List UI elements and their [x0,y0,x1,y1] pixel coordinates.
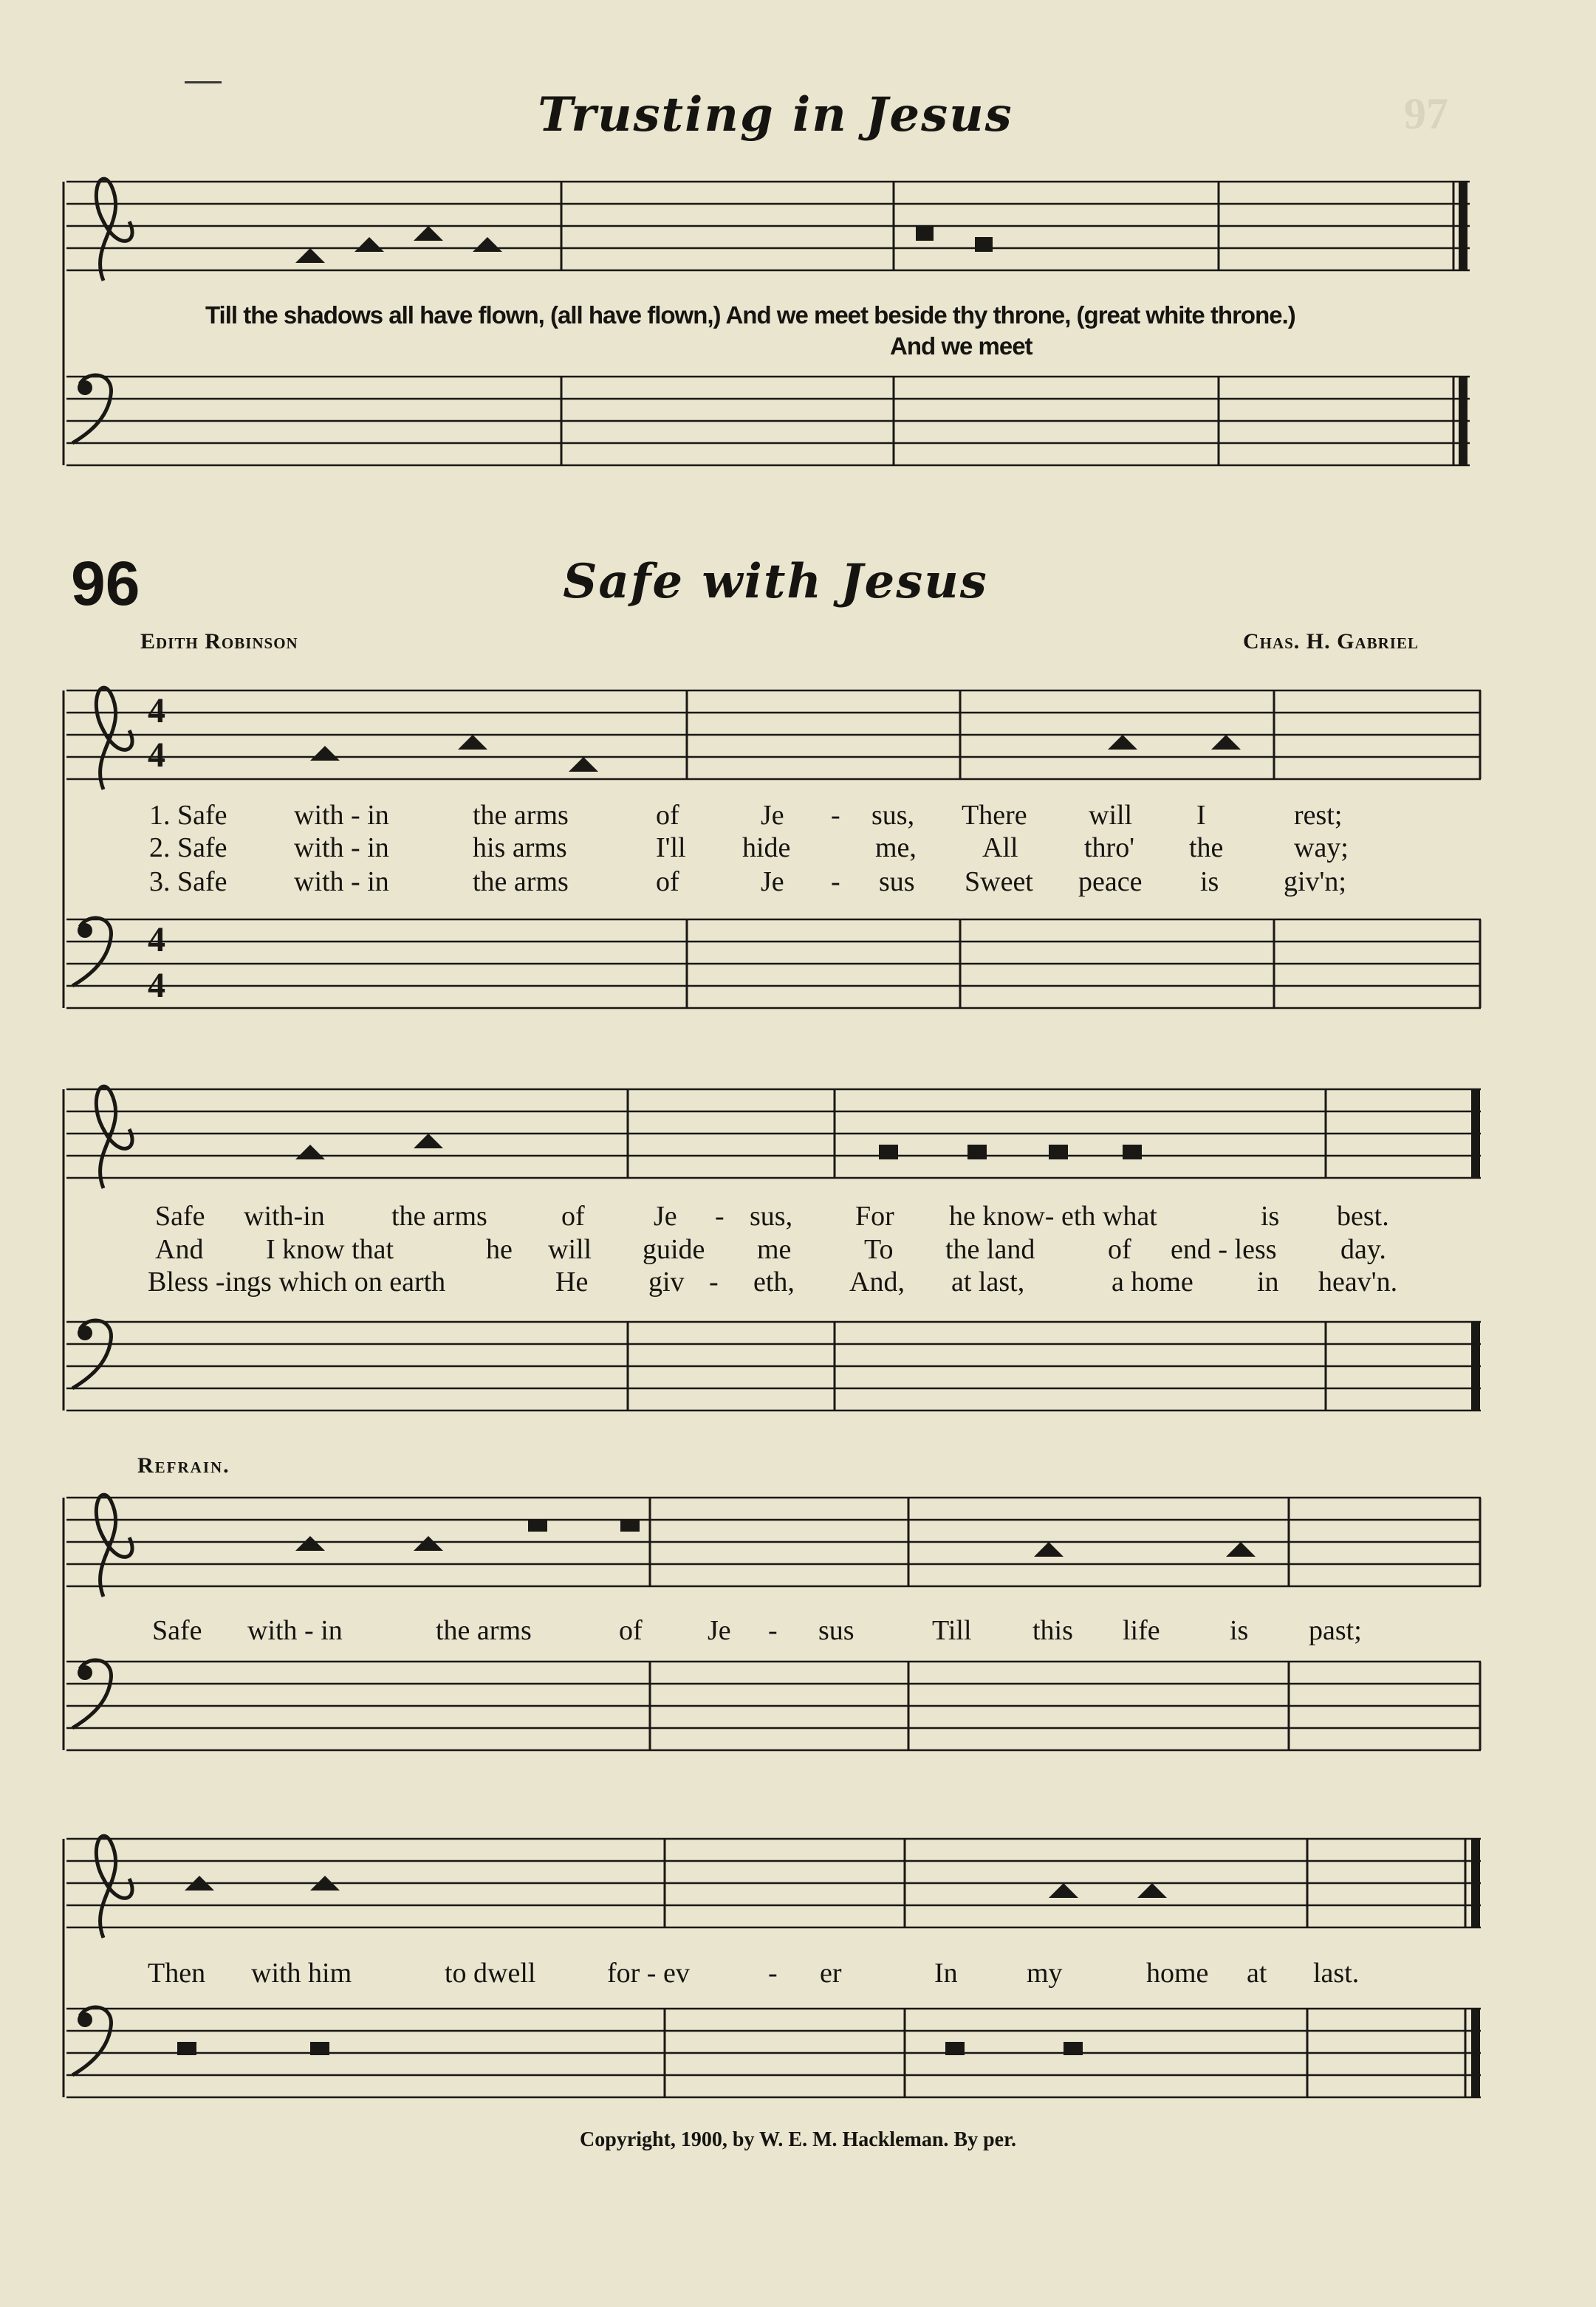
lyric-word: And [155,1234,204,1265]
lyric-word: To [864,1234,894,1265]
lyric-word: with - in [294,800,389,831]
bleed-through-page-number: 97 [1404,89,1448,138]
svg-text:4: 4 [148,966,165,1005]
lyric-word: with - in [294,832,389,863]
lyric-word: I know that [266,1234,394,1265]
lyric-word: And, [849,1266,905,1298]
lyric-word: last. [1313,1958,1360,1989]
lyric-word: he know- eth what [949,1201,1157,1232]
lyric-word: me, [875,832,917,863]
lyric-word: - [715,1201,725,1232]
hymn95-lyric-line: Till the shadows all have flown, (all have flown,) And we meet beside thy throne, (great white throne.) [205,301,1295,329]
lyric-word: I [1196,800,1206,831]
lyric-word: the [1189,832,1224,863]
lyric-word: sus [818,1615,854,1646]
author-credit: Edith Robinson [140,629,298,654]
lyric-word: of [656,800,679,831]
lyric-word: past; [1309,1615,1362,1646]
lyric-word: He [555,1266,589,1298]
lyric-word: Je [654,1201,677,1232]
lyric-word: this [1032,1615,1073,1646]
lyric-word: of [656,866,679,897]
hymn-number: 96 [71,549,140,618]
hymn-95-title: Trusting in Jesus [538,87,1013,143]
lyric-word: of [1108,1234,1131,1265]
lyric-word: with-in [244,1201,325,1232]
lyric-word: the arms [473,866,569,897]
lyric-word: is [1200,866,1219,897]
lyric-word: sus [879,866,915,897]
lyric-word: All [982,832,1018,863]
lyric-word: 1. Safe [149,800,227,831]
lyric-word: is [1261,1201,1280,1232]
composer-credit: Chas. H. Gabriel [1242,629,1419,654]
lyric-word: the arms [436,1615,532,1646]
lyric-word: 3. Safe [149,866,227,897]
lyric-word: - [709,1266,719,1298]
lyric-word: home [1146,1958,1209,1989]
lyric-word: Je [761,800,784,831]
lyric-word: his arms [473,832,567,863]
lyric-word: rest; [1294,800,1343,831]
lyric-word: There [962,800,1027,831]
lyric-word: guide [643,1234,705,1265]
svg-text:4: 4 [148,920,165,959]
lyric-word: For [855,1201,894,1232]
lyric-word: Safe [152,1615,202,1646]
lyric-word: eth, [753,1266,795,1298]
lyric-word: In [934,1958,958,1989]
lyric-word: will [1089,800,1133,831]
lyric-word: day. [1340,1234,1386,1265]
lyric-word: he [486,1234,513,1265]
lyric-word: 2. Safe [149,832,227,863]
lyric-word: of [619,1615,643,1646]
lyric-word: - [768,1615,778,1646]
lyric-word: Bless -ings which on earth [148,1266,446,1298]
lyric-word: for - ev [607,1958,690,1989]
svg-text:4: 4 [148,736,165,775]
lyric-word: Till [932,1615,972,1646]
lyric-word: end - less [1171,1234,1277,1265]
hymn-96-title: Safe with Jesus [563,554,988,609]
lyric-word: with him [251,1958,352,1989]
lyric-word: Sweet [965,866,1033,897]
lyric-word: at last, [951,1266,1025,1298]
lyric-word: the arms [473,800,569,831]
lyric-word: life [1123,1615,1160,1646]
lyric-word: the arms [391,1201,487,1232]
lyric-word: sus, [750,1201,793,1232]
refrain-label: Refrain. [137,1453,230,1478]
lyric-word: way; [1294,832,1349,863]
lyric-word: Then [148,1958,206,1989]
lyric-word: to dwell [445,1958,536,1989]
lyric-word: is [1230,1615,1249,1646]
lyric-word: I'll [656,832,686,863]
lyric-word: will [548,1234,592,1265]
lyric-word: er [820,1958,842,1989]
lyric-word: a home [1112,1266,1193,1298]
lyric-word: with - in [294,866,389,897]
lyric-word: of [561,1201,585,1232]
lyric-word: heav'n. [1318,1266,1398,1298]
lyric-word: sus, [871,800,915,831]
svg-text:4: 4 [148,691,165,730]
lyric-word: at [1247,1958,1267,1989]
lyric-word: - [831,800,840,831]
lyric-word: Je [708,1615,731,1646]
hymn95-bass-lyric: And we meet [890,332,1032,360]
copyright-notice: Copyright, 1900, by W. E. M. Hackleman. By per. [580,2128,1016,2151]
lyric-word: giv'n; [1284,866,1346,897]
lyric-word: in [1257,1266,1279,1298]
lyric-word: me [757,1234,792,1265]
lyric-word: thro' [1084,832,1135,863]
lyric-word: my [1027,1958,1063,1989]
lyric-word: with - in [247,1615,343,1646]
lyric-word: - [831,866,840,897]
lyric-word: hide [742,832,791,863]
lyric-word: giv [648,1266,685,1298]
lyric-word: best. [1337,1201,1389,1232]
lyric-word: peace [1078,866,1143,897]
lyric-word: Je [761,866,784,897]
lyric-word: Safe [155,1201,205,1232]
lyric-word: the land [945,1234,1035,1265]
lyric-word: - [768,1958,778,1989]
